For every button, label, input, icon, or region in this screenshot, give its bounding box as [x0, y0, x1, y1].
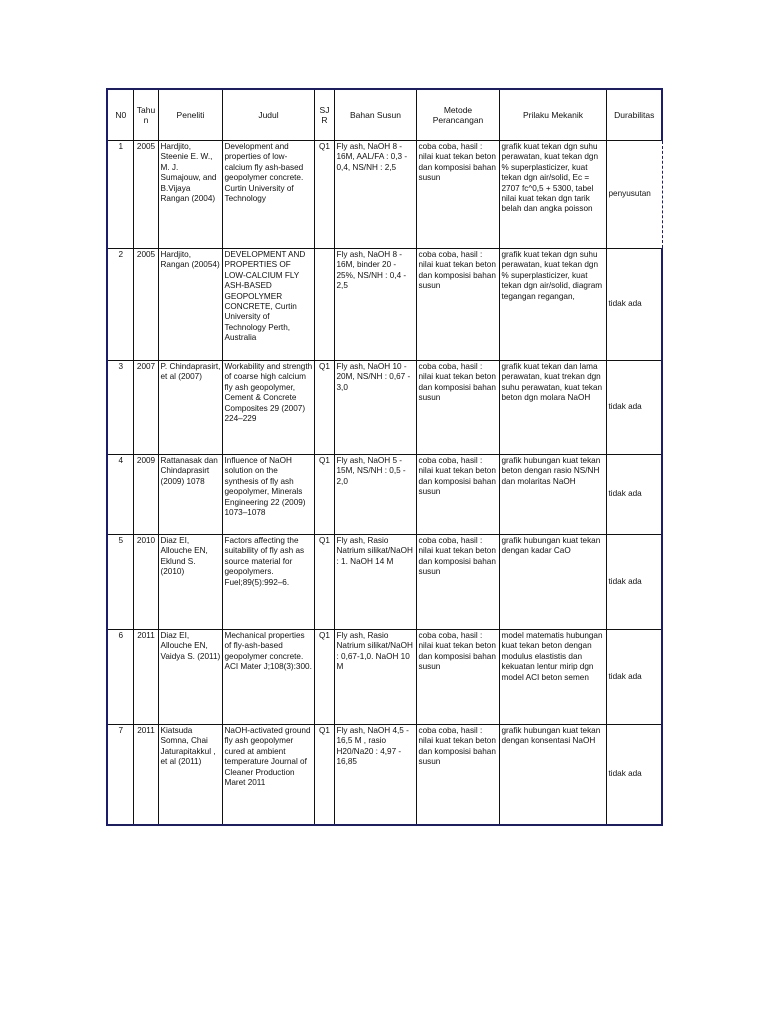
cell-sjr: [314, 249, 334, 361]
cell-judul: Development and properties of low-calcium fly ash-based geopolymer concrete. Curtin University of Technology: [222, 141, 314, 249]
cell-tahun: 2011: [133, 725, 158, 825]
cell-judul: DEVELOPMENT AND PROPERTIES OF LOW-CALCIUM FLY ASH-BASED GEOPOLYMER CONCRETE, Curtin University of Technology Perth, Australia: [222, 249, 314, 361]
header-bahan-susun: Bahan Susun: [334, 89, 416, 141]
cell-prilaku: grafik hubungan kuat tekan dengan kadar CaO: [499, 535, 606, 630]
cell-tahun: 2005: [133, 249, 158, 361]
cell-prilaku: grafik kuat tekan dan lama perawatan, kuat trekan dgn suhu perawatan, kuat tekan beton dgn molara NaOH: [499, 361, 606, 455]
cell-peneliti: Diaz EI, Allouche EN, Eklund S. (2010): [158, 535, 222, 630]
cell-judul: Workability and strength of coarse high calcium fly ash geopolymer, Cement & Concrete Composites 29 (2007) 224–229: [222, 361, 314, 455]
header-row: [107, 89, 662, 141]
header-sjr: SJR: [314, 89, 334, 141]
header-peneliti: Peneliti: [158, 89, 222, 141]
cell-peneliti: Rattanasak dan Chindaprasirt (2009) 1078: [158, 455, 222, 535]
cell-judul: Factors affecting the suitability of fly ash as source material for geopolymers. Fuel;89(5):992–6.: [222, 535, 314, 630]
cell-prilaku: model matematis hubungan kuat tekan beton dengan modulus elastistis dan kekuatan lentur mirip dgn model ACI beton semen: [499, 630, 606, 725]
cell-durabilitas: tidak ada: [606, 249, 662, 361]
cell-bahan-susun: Fly ash, NaOH 5 - 15M, NS/NH : 0,5 - 2,0: [334, 455, 416, 535]
table-row: [107, 361, 662, 455]
table-row: [107, 141, 662, 249]
table-row: [107, 630, 662, 725]
cell-sjr: Q1: [314, 455, 334, 535]
table-row: [107, 455, 662, 535]
cell-tahun: 2007: [133, 361, 158, 455]
table-row: [107, 535, 662, 630]
cell-bahan-susun: Fly ash, Rasio Natrium silikat/NaOH : 0,67-1,0. NaOH 10 M: [334, 630, 416, 725]
cell-bahan-susun: Fly ash, NaOH 8 - 16M, binder 20 - 25%, NS/NH : 0,4 - 2,5: [334, 249, 416, 361]
header-prilaku: Prilaku Mekanik: [499, 89, 606, 141]
cell-prilaku: grafik kuat tekan dgn suhu perawatan, kuat tekan dgn % superplasticizer, kuat tekan dgn air/solid, Ec = 2707 fc^0,5 + 5300, tabel nilai kuat tekan dgn tarik belah dan angka poisson: [499, 141, 606, 249]
cell-bahan-susun: Fly ash, NaOH 8 - 16M, AAL/FA : 0,3 - 0,4, NS/NH : 2,5: [334, 141, 416, 249]
header-no: N0: [107, 89, 133, 141]
cell-durabilitas: tidak ada: [606, 725, 662, 825]
table-row: [107, 725, 662, 825]
cell-no: 2: [107, 249, 133, 361]
cell-durabilitas: penyusutan: [606, 141, 662, 249]
header-durabilitas: Durabilitas: [606, 89, 662, 141]
cell-durabilitas: tidak ada: [606, 455, 662, 535]
cell-bahan-susun: Fly ash, Rasio Natrium silikat/NaOH : 1. NaOH 14 M: [334, 535, 416, 630]
cell-durabilitas: tidak ada: [606, 535, 662, 630]
cell-metode: coba coba, hasil : nilai kuat tekan beton dan komposisi bahan susun: [416, 249, 499, 361]
cell-sjr: Q1: [314, 361, 334, 455]
cell-no: 1: [107, 141, 133, 249]
cell-bahan-susun: Fly ash, NaOH 4,5 - 16,5 M , rasio H20/Na20 : 4,97 - 16,85: [334, 725, 416, 825]
cell-no: 5: [107, 535, 133, 630]
cell-tahun: 2009: [133, 455, 158, 535]
cell-judul: NaOH-activated ground fly ash geopolymer cured at ambient temperature Journal of Cleaner Production Maret 2011: [222, 725, 314, 825]
cell-peneliti: Hardjito, Steenie E. W., M. J. Sumajouw, and B.Vijaya Rangan (2004): [158, 141, 222, 249]
cell-metode: coba coba, hasil : nilai kuat tekan beton dan komposisi bahan susun: [416, 630, 499, 725]
cell-peneliti: Diaz EI, Allouche EN, Vaidya S. (2011): [158, 630, 222, 725]
cell-peneliti: Kiatsuda Somna, Chai Jaturapitakkul , et al (2011): [158, 725, 222, 825]
cell-peneliti: P. Chindaprasirt, et al (2007): [158, 361, 222, 455]
cell-metode: coba coba, hasil : nilai kuat tekan beton dan komposisi bahan susun: [416, 141, 499, 249]
cell-peneliti: Hardjito, Rangan (20054): [158, 249, 222, 361]
cell-metode: coba coba, hasil : nilai kuat tekan beton dan komposisi bahan susun: [416, 361, 499, 455]
cell-durabilitas: tidak ada: [606, 361, 662, 455]
cell-sjr: Q1: [314, 141, 334, 249]
header-judul: Judul: [222, 89, 314, 141]
cell-tahun: 2005: [133, 141, 158, 249]
cell-no: 4: [107, 455, 133, 535]
header-tahun: Tahun: [133, 89, 158, 141]
cell-judul: Mechanical properties of fly-ash-based geopolymer concrete. ACI Mater J;108(3):300.: [222, 630, 314, 725]
header-metode: Metode Perancangan: [416, 89, 499, 141]
cell-sjr: Q1: [314, 630, 334, 725]
cell-prilaku: grafik kuat tekan dgn suhu perawatan, kuat tekan dgn % superplasticizer, kuat tekan dgn air/solid, diagram tegangan regangan,: [499, 249, 606, 361]
cell-tahun: 2011: [133, 630, 158, 725]
cell-no: 3: [107, 361, 133, 455]
cell-metode: coba coba, hasil : nilai kuat tekan beton dan komposisi bahan susun: [416, 535, 499, 630]
table-row: [107, 249, 662, 361]
research-table: [106, 88, 663, 826]
cell-judul: Influence of NaOH solution on the synthesis of fly ash geopolymer, Minerals Engineering 22 (2009) 1073–1078: [222, 455, 314, 535]
cell-no: 6: [107, 630, 133, 725]
cell-bahan-susun: Fly ash, NaOH 10 - 20M, NS/NH : 0,67 - 3,0: [334, 361, 416, 455]
cell-metode: coba coba, hasil : nilai kuat tekan beton dan komposisi bahan susun: [416, 725, 499, 825]
cell-prilaku: grafik hubungan kuat tekan dengan konsentasi NaOH: [499, 725, 606, 825]
cell-sjr: Q1: [314, 725, 334, 825]
cell-tahun: 2010: [133, 535, 158, 630]
cell-durabilitas: tidak ada: [606, 630, 662, 725]
cell-sjr: Q1: [314, 535, 334, 630]
cell-prilaku: grafik hubungan kuat tekan beton dengan rasio NS/NH dan molaritas NaOH: [499, 455, 606, 535]
cell-metode: coba coba, hasil : nilai kuat tekan beton dan komposisi bahan susun: [416, 455, 499, 535]
cell-no: 7: [107, 725, 133, 825]
